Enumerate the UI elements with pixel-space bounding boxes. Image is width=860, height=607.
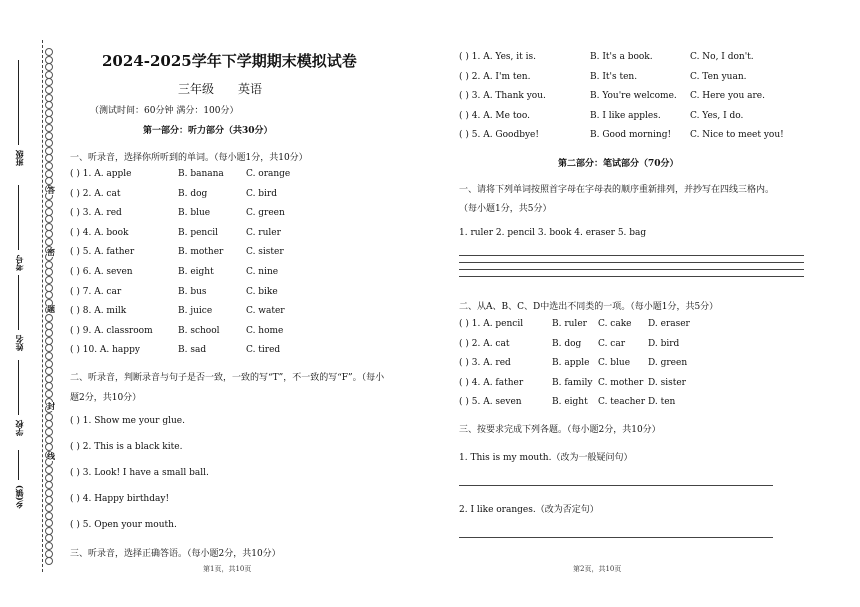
question-option-c: C. Here you are. [690, 91, 765, 102]
binding-hole-icon [45, 314, 53, 322]
question-option-c: C. home [246, 325, 284, 336]
exam-info: （测试时间：60分钟 满分：100分） [90, 106, 239, 116]
binding-hole-icon [45, 276, 53, 284]
question-option-b: B. It's a book. [590, 52, 653, 62]
question-option-c: C. bird [246, 188, 277, 199]
part1-title: 第一部分：听力部分（共30分） [143, 126, 273, 136]
w2-instruction: 二、从A、B、C、D中选出不同类的一项。（每小题1分，共5分） [459, 302, 719, 312]
odd-one-out-option-b: B. apple [552, 358, 590, 369]
binding-hole-icon [45, 329, 53, 337]
question-option-a: ( ) 2. A. cat [70, 188, 121, 199]
odd-one-out-option-d: D. green [648, 358, 688, 369]
question-option-b: B. pencil [178, 227, 219, 238]
question-option-b: B. sad [178, 345, 207, 356]
part2-title: 第二部分：笔试部分（70分） [558, 159, 679, 169]
binding-hole-icon [45, 557, 53, 565]
page1-footer: 第1页，共10页 [203, 565, 252, 573]
question-option-c: C. water [246, 306, 285, 317]
section2-instruction-line2: 题2分，共10分） [70, 393, 142, 403]
question-option-b: B. dog [178, 188, 208, 199]
binding-hole-icon [45, 466, 53, 474]
binding-hole-icon [45, 48, 53, 56]
tf-statement: ( ) 5. Open your mouth. [70, 520, 177, 530]
question-option-a: ( ) 3. A. red [70, 208, 122, 219]
seal-char-da: 答 [47, 185, 55, 195]
odd-one-out-option-b: B. dog [552, 338, 582, 349]
question-option-c: C. nine [246, 267, 279, 277]
seal-char-mi: 密 [47, 247, 55, 257]
page2-footer: 第2页，共10页 [573, 565, 622, 573]
binding-hole-icon [45, 124, 53, 132]
class-label: 班级 [14, 150, 24, 166]
grid-line [459, 255, 804, 256]
question-option-b: B. banana [178, 169, 224, 179]
binding-hole-icon [45, 139, 53, 147]
question-option-a: ( ) 4. A. Me too. [459, 110, 530, 121]
question-option-b: B. school [178, 325, 220, 336]
question-option-c: C. Ten yuan. [690, 71, 747, 82]
question-option-a: ( ) 1. A. Yes, it is. [459, 52, 536, 62]
section2-instruction-line1: 二、听录音，判断录音与句子是否一致，一致的写“T”，不一致的写“F”。（每小 [70, 373, 385, 383]
odd-one-out-option-c: C. mother [598, 377, 644, 388]
odd-one-out-option-d: D. sister [648, 377, 686, 388]
odd-one-out-option-d: D. ten [648, 397, 676, 408]
w3-question-2: 2. I like oranges.（改为否定句） [459, 505, 599, 515]
question-option-a: ( ) 1. A. apple [70, 169, 132, 179]
name-fill-line [18, 275, 19, 330]
question-option-c: C. bike [246, 286, 278, 297]
binding-hole-icon [45, 390, 53, 398]
question-option-a: ( ) 4. A. book [70, 227, 129, 238]
section3-instruction: 三、听录音，选择正确答语。（每小题2分，共10分） [70, 549, 281, 559]
question-option-b: B. bus [178, 286, 207, 297]
question-option-b: B. It's ten. [590, 71, 638, 82]
question-option-a: ( ) 6. A. seven [70, 267, 133, 277]
binding-hole-icon [45, 238, 53, 246]
binding-hole-icon [45, 215, 53, 223]
binding-hole-icon [45, 63, 53, 71]
tf-statement: ( ) 2. This is a black kite. [70, 442, 183, 452]
grid-line [459, 276, 804, 277]
odd-one-out-option-c: C. blue [598, 358, 631, 369]
w3-instruction: 三、按要求完成下列各题。（每小题2分，共10分） [459, 425, 661, 435]
binding-hole-icon [45, 101, 53, 109]
town-label: 乡(镇) [14, 485, 24, 509]
w3-answer-line-2 [459, 537, 773, 538]
school-label: 学校 [14, 420, 24, 436]
odd-one-out-option-d: D. bird [648, 338, 680, 349]
tf-statement: ( ) 4. Happy birthday! [70, 494, 170, 504]
binding-hole-icon [45, 162, 53, 170]
binding-margin [0, 0, 70, 607]
odd-one-out-option-b: B. ruler [552, 319, 587, 329]
question-option-c: C. orange [246, 169, 291, 179]
question-option-b: B. eight [178, 267, 214, 277]
question-option-c: C. Nice to meet you! [690, 130, 784, 141]
odd-one-out-option-b: B. family [552, 377, 593, 388]
odd-one-out-option-a: ( ) 3. A. red [459, 358, 511, 369]
question-option-a: ( ) 10. A. happy [70, 345, 140, 356]
question-option-a: ( ) 5. A. father [70, 247, 135, 258]
question-option-b: B. Good morning! [590, 130, 672, 141]
exam-no-fill-line [18, 185, 19, 250]
odd-one-out-option-a: ( ) 5. A. seven [459, 397, 522, 408]
question-option-a: ( ) 7. A. car [70, 286, 122, 297]
question-option-a: ( ) 2. A. I'm ten. [459, 71, 531, 82]
grid-line [459, 262, 804, 263]
w1-instruction-line1: 一、请将下列单词按照首字母在字母表的顺序重新排列，并抄写在四线三格内。 [459, 185, 775, 195]
seal-char-ti: 题 [47, 304, 55, 314]
tf-statement: ( ) 3. Look! I have a small ball. [70, 468, 209, 478]
question-option-a: ( ) 8. A. milk [70, 306, 127, 317]
binding-hole-icon [45, 443, 53, 451]
question-option-c: C. No, I don't. [690, 52, 754, 62]
odd-one-out-option-a: ( ) 1. A. pencil [459, 319, 524, 329]
question-option-a: ( ) 5. A. Goodbye! [459, 130, 539, 141]
school-fill-line [18, 360, 19, 415]
binding-hole-icon [45, 519, 53, 527]
odd-one-out-option-b: B. eight [552, 397, 588, 408]
odd-one-out-option-a: ( ) 4. A. father [459, 377, 524, 388]
binding-hole-icon [45, 504, 53, 512]
w3-question-1: 1. This is my mouth.（改为一般疑问句） [459, 453, 633, 463]
odd-one-out-option-c: C. cake [598, 319, 632, 329]
exam-no-label: 考号 [14, 255, 24, 271]
odd-one-out-option-a: ( ) 2. A. cat [459, 338, 510, 349]
binding-hole-icon [45, 86, 53, 94]
w1-words: 1. ruler 2. pencil 3. book 4. eraser 5. bag [459, 228, 647, 238]
seal-char-feng: 封 [47, 401, 55, 411]
question-option-c: C. Yes, I do. [690, 110, 744, 121]
question-option-c: C. green [246, 208, 285, 219]
subject-label: 英语 [238, 82, 263, 96]
binding-hole-icon [45, 177, 53, 185]
w1-instruction-line2: （每小题1分，共5分） [459, 204, 552, 214]
odd-one-out-option-c: C. car [598, 338, 625, 349]
binding-hole-icon [45, 367, 53, 375]
question-option-c: C. tired [246, 345, 281, 356]
seal-char-xian: 线 [47, 451, 55, 461]
binding-hole-icon [45, 200, 53, 208]
odd-one-out-option-d: D. eraser [648, 319, 690, 329]
question-option-b: B. blue [178, 208, 211, 219]
question-option-c: C. sister [246, 247, 284, 258]
name-label: 姓名 [14, 335, 24, 351]
binding-hole-icon [45, 352, 53, 360]
question-option-b: B. I like apples. [590, 110, 661, 121]
binding-hole-icon [45, 428, 53, 436]
question-option-b: B. juice [178, 306, 213, 317]
binding-dashed-line [42, 40, 43, 572]
town-fill-line [18, 450, 19, 480]
class-fill-line [18, 60, 19, 145]
binding-hole-icon [45, 542, 53, 550]
question-option-b: B. mother [178, 247, 224, 258]
binding-hole-icon [45, 291, 53, 299]
question-option-a: ( ) 9. A. classroom [70, 325, 153, 336]
question-option-b: B. You're welcome. [590, 91, 677, 102]
question-option-a: ( ) 3. A. Thank you. [459, 91, 546, 102]
section1-instruction: 一、听录音，选择你所听到的单词。（每小题1分，共10分） [70, 153, 308, 163]
grade-label: 三年级 [178, 82, 215, 96]
w3-answer-line-1 [459, 485, 773, 486]
grid-line [459, 269, 804, 270]
binding-hole-icon [45, 481, 53, 489]
question-option-c: C. ruler [246, 227, 281, 238]
exam-title: 2024-2025学年下学期期末模拟试卷 [102, 52, 357, 70]
tf-statement: ( ) 1. Show me your glue. [70, 416, 185, 426]
odd-one-out-option-c: C. teacher [598, 397, 646, 408]
